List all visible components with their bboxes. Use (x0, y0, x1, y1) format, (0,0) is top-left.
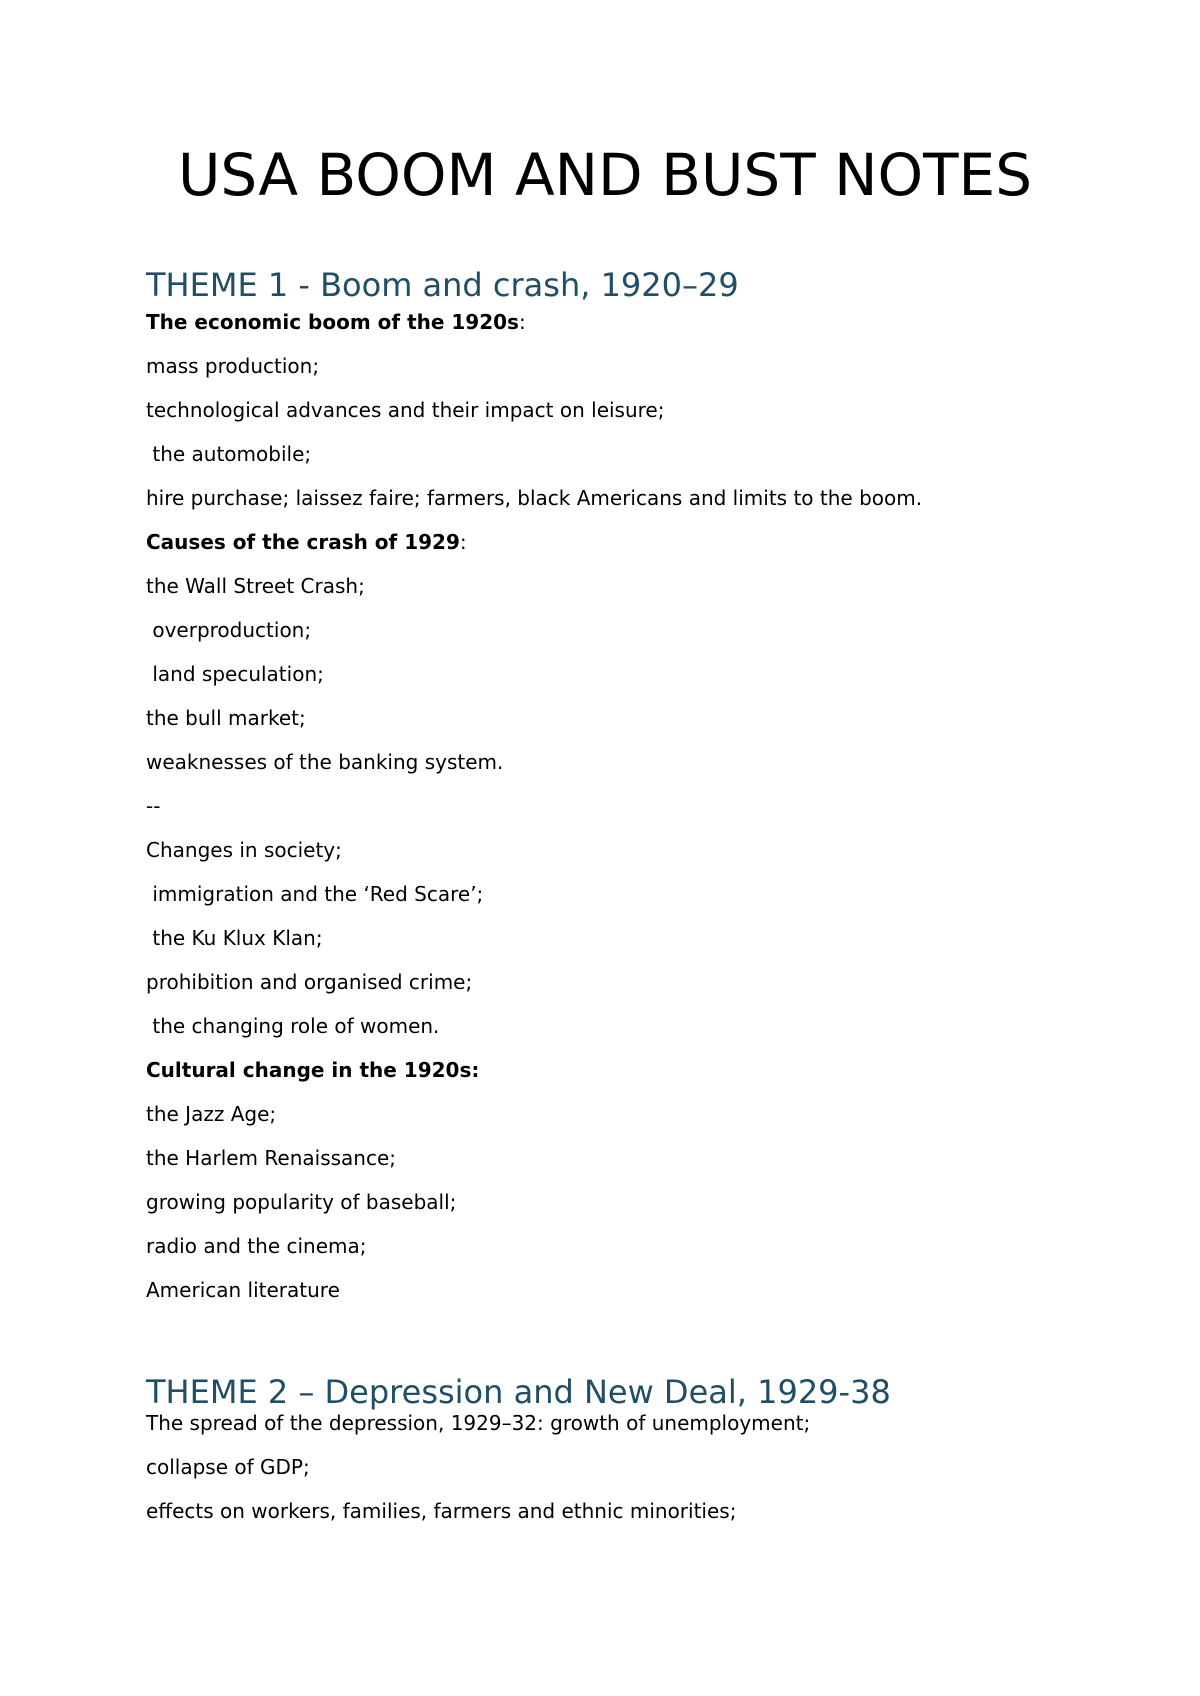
note-line (146, 574, 1146, 618)
note-text: the bull market; (146, 706, 306, 730)
note-line (146, 1190, 1146, 1234)
note-line (146, 970, 1146, 1014)
note-text: prohibition and organised crime; (146, 970, 473, 994)
note-line (146, 310, 1146, 354)
note-line (146, 398, 1146, 442)
note-line (146, 1058, 1146, 1102)
subheading-suffix: : (459, 530, 467, 554)
note-text: Changes in society; (146, 838, 342, 862)
note-line (146, 354, 1146, 398)
note-text: the Wall Street Crash; (146, 574, 365, 598)
subheading-text: Cultural change in the 1920s: (146, 1058, 480, 1082)
note-line (146, 1102, 1146, 1146)
note-line (146, 750, 1146, 794)
theme-2-heading: THEME 2 – Depression and New Deal, 1929-38 (146, 1373, 891, 1411)
note-text: the changing role of women. (146, 1014, 440, 1038)
document-title: USA BOOM AND BUST NOTES (177, 141, 1033, 209)
note-line (146, 1146, 1146, 1190)
note-text: mass production; (146, 354, 320, 378)
note-text: technological advances and their impact on leisure; (146, 398, 665, 422)
note-text: American literature (146, 1278, 340, 1302)
note-text: land speculation; (146, 662, 324, 686)
note-text: radio and the cinema; (146, 1234, 367, 1258)
theme-1-heading: THEME 1 - Boom and crash, 1920–29 (146, 266, 739, 304)
subheading-text: The economic boom of the 1920s (146, 310, 519, 334)
note-text: the Harlem Renaissance; (146, 1146, 396, 1170)
note-text: immigration and the ‘Red Scare’; (146, 882, 484, 906)
theme-2-section (146, 1369, 1146, 1543)
note-text: collapse of GDP; (146, 1455, 310, 1479)
note-line (146, 486, 1146, 530)
note-line (146, 442, 1146, 486)
note-text: the Jazz Age; (146, 1102, 277, 1126)
document-body (146, 262, 1146, 1543)
note-text: the Ku Klux Klan; (146, 926, 323, 950)
note-text: growing popularity of baseball; (146, 1190, 457, 1214)
note-line (146, 530, 1146, 574)
note-text: the automobile; (146, 442, 312, 466)
note-line (146, 1499, 1146, 1543)
theme-1-lines (146, 310, 1146, 1322)
note-text: The spread of the depression, 1929–32: growth of unemployment; (146, 1411, 811, 1435)
note-text: -- (146, 794, 161, 818)
note-line (146, 882, 1146, 926)
subheading-text: Causes of the crash of 1929 (146, 530, 460, 554)
note-text: weaknesses of the banking system. (146, 750, 504, 774)
note-line (146, 618, 1146, 662)
note-text: hire purchase; laissez faire; farmers, black Americans and limits to the boom. (146, 486, 923, 510)
note-text: overproduction; (146, 618, 312, 642)
subheading-suffix: : (518, 310, 526, 334)
note-line (146, 1014, 1146, 1058)
note-line (146, 926, 1146, 970)
note-line (146, 838, 1146, 882)
theme-2-lines (146, 1411, 1146, 1543)
note-line (146, 794, 1146, 838)
note-line (146, 1278, 1146, 1322)
note-line (146, 1455, 1146, 1499)
note-line (146, 662, 1146, 706)
note-line (146, 1234, 1146, 1278)
note-line (146, 1411, 1146, 1455)
note-text: effects on workers, families, farmers and ethnic minorities; (146, 1499, 737, 1523)
theme-1-section (146, 262, 1146, 1322)
note-line (146, 706, 1146, 750)
